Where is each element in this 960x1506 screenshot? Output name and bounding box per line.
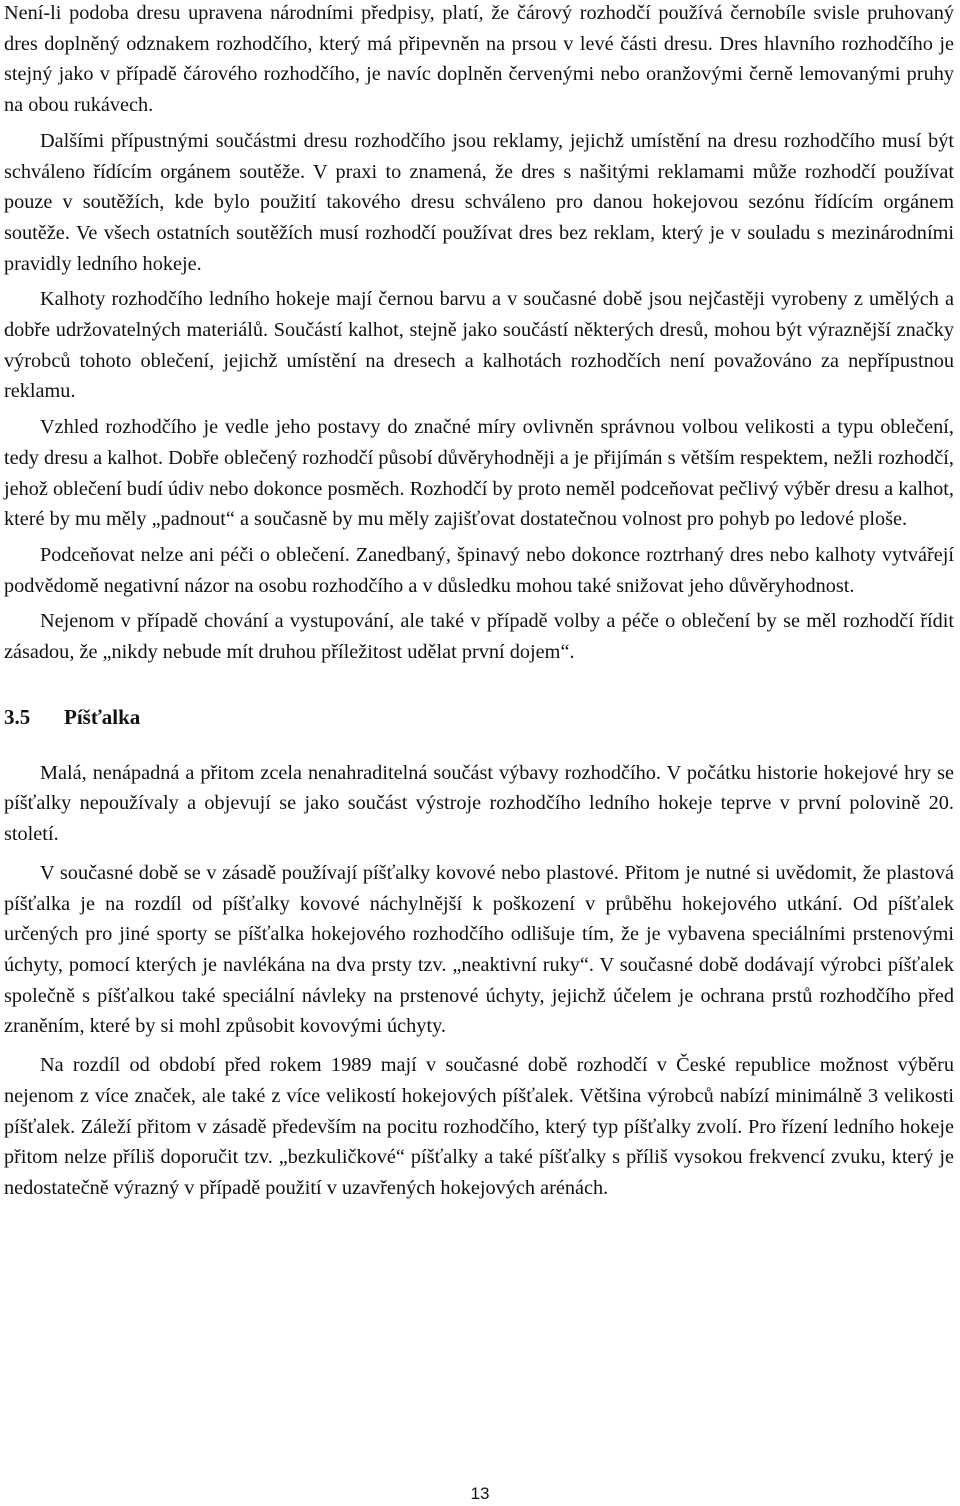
document-page [4,0,954,1204]
paragraph: Malá, nenápadná a přitom zcela nenahraditelná součást výbavy rozhodčího. V počátku historie hokejové hry se píšťalky nepoužívaly a objevují se jako součást výstroje rozhodčího ledního hokeje teprve v první polovině 20. století. [4,761,954,846]
paragraph: Kalhoty rozhodčího ledního hokeje mají černou barvu a v současné době jsou nejčastěji vyrobeny z umělých a dobře udržovatelných materiálů. Součástí kalhot, stejně jako součástí některých dresů, mohou být výraznější značky výrobců tohoto oblečení, jejichž umístění na dresech a kalhotách rozhodčích není považováno za nepřípustnou reklamu. [4,288,954,403]
page-number: 13 [470,1484,490,1503]
paragraph: Na rozdíl od období před rokem 1989 mají v současné době rozhodčí v České republice možnost výběru nejenom z více značek, ale také z více velikostí hokejových píšťalek. Většina výrobců nabízí minimálně 3 velikosti píšťalek. Záleží přitom v zásadě především na pocitu rozhodčího, který typ píšťalky zvolí. Pro řízení ledního hokeje přitom nelze příliš doporučit tzv. „bezkuličkové“ píšťalky a také píšťalky s příliš vysokou frekvencí zvuku, který je nedostatečně výrazný v případě použití v uzavřených hokejových arénách. [4,1054,954,1199]
paragraph: V současné době se v zásadě používají píšťalky kovové nebo plastové. Přitom je nutné si uvědomit, že plastová píšťalka je na rozdíl od píšťalky kovové náchylnější k poškození v průběhu hokejového utkání. Od píšťalek určených pro jiné sporty se píšťalka hokejového rozhodčího odlišuje tím, že je vybavena speciálními prstenovými úchyty, pomocí kterých je navlékána na dva prsty tzv. „neaktivní ruky“. V současné době dodávají výrobci píšťalek společně s píšťalkou také speciální návleky na prstenové úchyty, jejichž účelem je ochrana prstů rozhodčího před zraněním, které by si mohl způsobit kovovými úchyty. [4,861,954,1038]
section-title: Píšťalka [64,704,141,729]
paragraph: Dalšími přípustnými součástmi dresu rozhodčího jsou reklamy, jejichž umístění na dresu rozhodčího musí být schváleno řídícím orgánem soutěže. V praxi to znamená, že dres s našitými reklamami může rozhodčí používat pouze v soutěžích, kde bylo použití takového dresu schváleno pro danou hokejovou sezónu řídícím orgánem soutěže. Ve všech ostatních soutěžích musí rozhodčí používat dres bez reklam, který je v souladu s mezinárodními pravidly ledního hokeje. [4,129,954,275]
paragraph: Podceňovat nelze ani péči o oblečení. Zanedbaný, špinavý nebo dokonce roztrhaný dres nebo kalhoty vytvářejí podvědomě negativní názor na osobu rozhodčího a v důsledku mohou také snižovat jeho důvěryhodnost. [4,543,954,597]
paragraph: Nejenom v případě chování a vystupování, ale také v případě volby a péče o oblečení by se měl rozhodčí řídit zásadou, že „nikdy nebude mít druhou příležitost udělat první dojem“. [4,610,954,664]
section-heading [4,702,954,732]
paragraph: Vzhled rozhodčího je vedle jeho postavy do značné míry ovlivněn správnou volbou velikosti a typu oblečení, tedy dresu a kalhot. Dobře oblečený rozhodčí působí důvěryhodněji a je přijímán s větším respektem, nežli rozhodčí, jehož oblečení budí údiv nebo dokonce posměch. Rozhodčí by proto neměl podceňovat pečlivý výběr dresu a kalhot, které by mu měly „padnout“ a současně by mu měly zajišťovat dostatečnou volnost pro pohyb po ledové ploše. [4,416,954,531]
paragraph: Není-li podoba dresu upravena národními předpisy, platí, že čárový rozhodčí používá černobíle svisle pruhovaný dres doplněný odznakem rozhodčího, který má připevněn na prsou v levé části dresu. Dres hlavního rozhodčího je stejný jako v případě čárového rozhodčího, je navíc doplněn červenými nebo oranžovými černě lemovanými pruhy na obou rukávech. [4,2,954,117]
section-number: 3.5 [4,704,31,729]
